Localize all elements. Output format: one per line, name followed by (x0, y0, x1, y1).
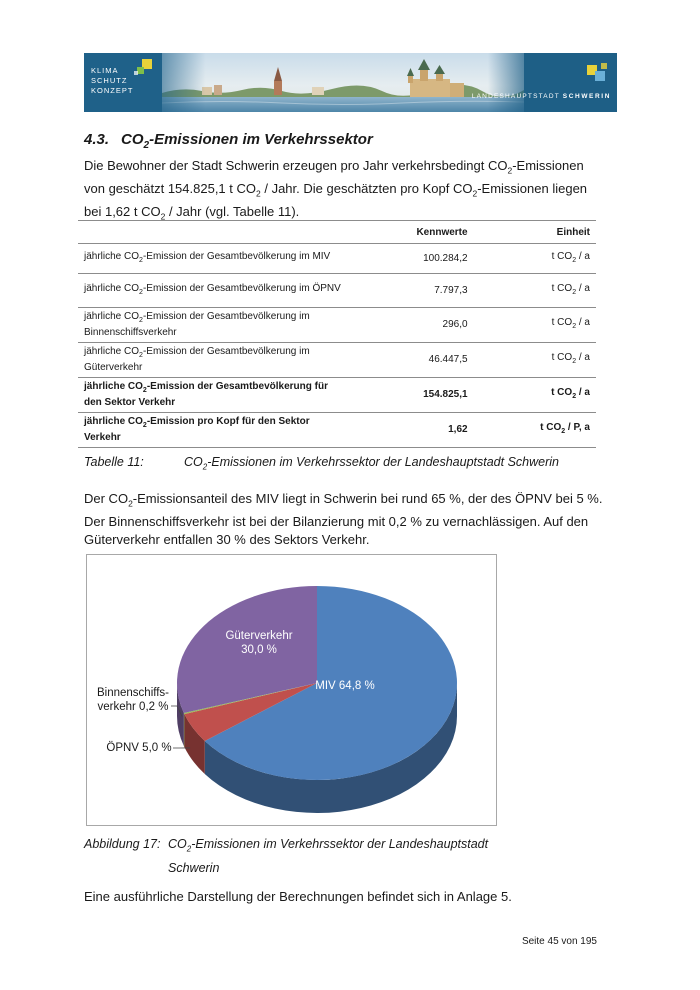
logo-line-2: SCHUTZ (91, 76, 128, 85)
section-title-sub: 2 (143, 140, 150, 151)
subscript: 2 (186, 844, 192, 854)
pie-chart-frame (86, 554, 497, 826)
section-heading (84, 131, 373, 151)
pie-label-gueterverkehr-1: Güterverkehr (225, 630, 293, 642)
intro-text: / Jahr. Die geschätzten pro Kopf CO (260, 181, 473, 197)
row-label: jährliche $CO_2$-Emission der Gesamtbevölkerung im ÖPNV (78, 274, 350, 308)
caption-text: Schwerin (168, 860, 220, 875)
logo-line-3: KONZEPT (91, 86, 134, 95)
intro-text: Die Bewohner der Stadt Schwerin erzeugen pro Jahr verkehrsbedingt CO (84, 158, 508, 173)
intro-text: -Emissionen liegen (477, 181, 588, 197)
table-caption-label: Tabelle 11: (84, 455, 144, 469)
pie-label-miv: MIV 64,8 % (315, 680, 375, 692)
row-label: jährliche $CO_2$-Emission der Gesamtbevölkerung im MIV (78, 244, 350, 274)
row-label: jährliche $CO_2$-Emission pro Kopf für den Sektor Verkehr (78, 413, 350, 448)
row-unit: t $CO_2$ / P, a (474, 413, 596, 448)
table-header-einheit: Einheit (474, 221, 596, 244)
city-wordmark (472, 93, 611, 100)
row-unit: t $CO_2$ / a (474, 274, 596, 308)
table-row (78, 274, 596, 308)
city-logo (524, 53, 617, 112)
row-value: 46.447,5 (350, 343, 473, 378)
figure-caption (84, 835, 488, 877)
emissions-table (78, 220, 596, 448)
klimaschutz-logo (84, 53, 162, 112)
closing-paragraph: Eine ausführliche Darstellung der Berechnungen befindet sich in Anlage 5. (84, 889, 512, 904)
section-title-pre: CO (121, 131, 144, 148)
schwerin-panorama-photo (162, 53, 524, 112)
pie-chart (87, 555, 496, 825)
caption-text: CO (184, 455, 203, 469)
row-label: jährliche $CO_2$-Emission der Gesamtbevölkerung im Güterverkehr (78, 343, 350, 378)
logo-squares-icon (134, 59, 152, 77)
table-row-per-capita (78, 413, 596, 448)
pie-label-oepnv: ÖPNV 5,0 % (106, 742, 172, 754)
row-value: 7.797,3 (350, 274, 473, 308)
intro-text: bei 1,62 t CO (84, 204, 161, 220)
row-unit: t $CO_2$ / a (474, 343, 596, 378)
row-value: 154.825,1 (350, 378, 473, 413)
para-text: Der CO (84, 491, 129, 506)
subscript: 2 (507, 165, 513, 176)
header-banner (84, 53, 617, 112)
row-value: 1,62 (350, 413, 473, 448)
table-caption (84, 455, 559, 472)
caption-text: -Emissionen im Verkehrssektor der Landeshauptstadt (191, 837, 489, 851)
pie-label-binnenschiff-2: verkehr 0,2 % (97, 701, 169, 713)
table-row (78, 308, 596, 343)
section-number: 4.3. (84, 131, 110, 148)
row-unit: t $CO_2$ / a (474, 378, 596, 413)
row-label: jährliche $CO_2$-Emission der Gesamtbevölkerung für den Sektor Verkehr (78, 378, 350, 413)
subscript: 2 (202, 462, 208, 472)
subscript: 2 (256, 188, 261, 199)
subscript: 2 (128, 498, 133, 509)
table-header-row (78, 221, 596, 244)
intro-text: -Emissionen (512, 158, 584, 173)
para-text: Der Binnenschiffsverkehr ist bei der Bilanzierung mit 0,2 % zu vernachlässigen. Auf den (84, 514, 589, 530)
figure-caption-label: Abbildung 17: (84, 837, 161, 851)
table-row-total (78, 378, 596, 413)
row-unit: t $CO_2$ / a (474, 308, 596, 343)
intro-text: / Jahr (vgl. Tabelle 11). (165, 204, 300, 220)
subscript: 2 (160, 211, 166, 222)
para-text: Güterverkehr entfallen 30 % des Sektors Verkehr. (84, 531, 370, 547)
row-label: jährliche $CO_2$-Emission der Gesamtbevölkerung im Binnenschiffsverkehr (78, 308, 350, 343)
table-row (78, 244, 596, 274)
table-header-label (78, 221, 350, 244)
row-value: 296,0 (350, 308, 473, 343)
city-squares-icon (587, 63, 609, 85)
city-prefix: LANDESHAUPTSTADT (471, 93, 560, 100)
pie-label-gueterverkehr-2: 30,0 % (241, 644, 277, 656)
row-unit: t $CO_2$ / a (474, 244, 596, 274)
logo-line-1: KLIMA (91, 66, 119, 75)
pie-label-binnenschiff-1: Binnenschiffs- (96, 687, 170, 699)
pie-side-2 (184, 713, 185, 747)
para-text: -Emissionsanteil des MIV liegt in Schwerin bei rund 65 %, der des ÖPNV bei 5 %. (132, 491, 603, 506)
table-row (78, 343, 596, 378)
city-name: SCHWERIN (562, 93, 611, 100)
intro-paragraph (84, 157, 614, 226)
subscript: 2 (472, 188, 478, 199)
page-number: Seite 45 von 195 (521, 936, 597, 947)
section-title-post: -Emissionen im Verkehrssektor (149, 131, 373, 148)
intro-text: von geschätzt 154.825,1 t CO (84, 181, 256, 197)
caption-text: CO (168, 837, 187, 851)
table-header-kennwerte: Kennwerte (350, 221, 473, 244)
caption-text: -Emissionen im Verkehrssektor der Landeshauptstadt Schwerin (207, 455, 559, 469)
share-paragraph (84, 490, 614, 548)
row-value: 100.284,2 (350, 244, 473, 274)
